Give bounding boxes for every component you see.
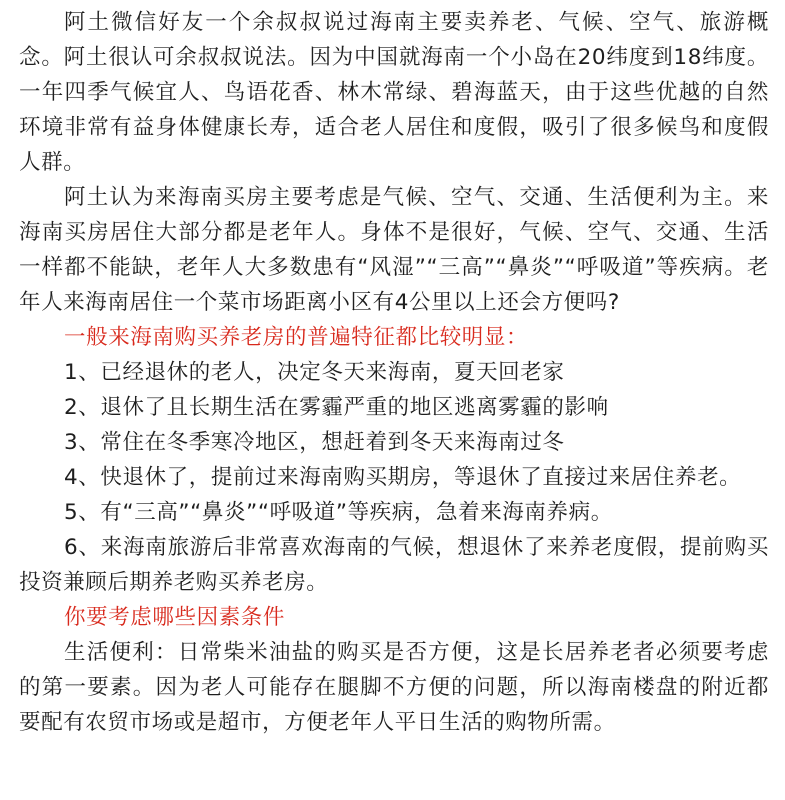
feature-item: 5、有“三高”“鼻炎”“呼吸道”等疾病，急着来海南养病。 [64,500,613,525]
feature-item: 2、退休了且长期生活在雾霾严重的地区逃离雾霾的影响 [64,395,609,420]
factors-heading: 你要考虑哪些因素条件 [64,605,286,630]
feature-item: 4、快退休了，提前过来海南购买期房，等退休了直接过来居住养老。 [64,465,742,490]
feature-item: 6、来海南旅游后非常喜欢海南的气候，想退休了来养老度假，提前购买投资兼顾后期养老购买养老房。 [19,535,769,595]
intro-paragraph: 阿土微信好友一个余叔叔说过海南主要卖养老、气候、空气、旅游概念。阿土很认可余叔叔说法。因为中国就海南一个小岛在20纬度到18纬度。一年四季气候宜人、鸟语花香、林木常绿、碧海蓝天，由于这些优越的自然环境非常有益身体健康长寿，适合老人居住和度假，吸引了很多候鸟和度假人群。 [19,10,769,175]
convenience-paragraph: 生活便利：日常柴米油盐的购买是否方便，这是长居养老者必须要考虑的第一要素。因为老人可能存在腿脚不方便的问题，所以海南楼盘的附近都要配有农贸市场或是超市，方便老年人平日生活的购物所需。 [19,640,769,735]
feature-item: 1、已经退休的老人，决定冬天来海南，夏天回老家 [64,360,565,385]
features-heading: 一般来海南购买养老房的普遍特征都比较明显： [64,325,529,350]
housing-considerations-paragraph: 阿土认为来海南买房主要考虑是气候、空气、交通、生活便利为主。来海南买房居住大部分都是老年人。身体不是很好，气候、空气、交通、生活一样都不能缺，老年人大多数患有“风湿”“三高”“鼻炎”“呼吸道”等疾病。老年人来海南居住一个菜市场距离小区有4公里以上还会方便吗? [19,185,769,315]
feature-item: 3、常住在冬季寒冷地区，想赶着到冬天来海南过冬 [64,430,565,455]
